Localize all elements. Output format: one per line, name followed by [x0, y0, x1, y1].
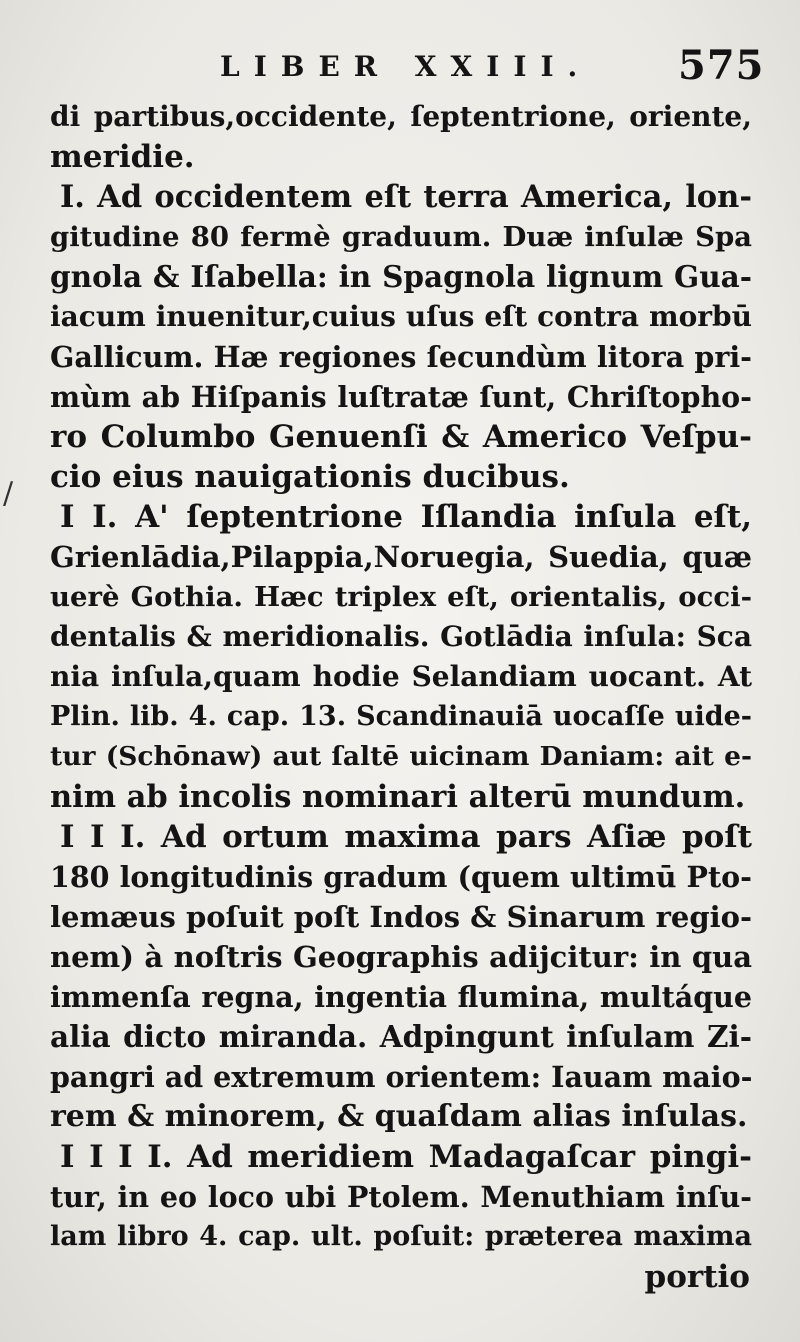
- text-line: rem & minorem, & quaſdam alias inſulas.: [50, 1099, 748, 1134]
- text-line: lam libro 4. cap. ult. poſuit: præterea maxima: [50, 1221, 752, 1252]
- text-line: uerè Gothia. Hæc triplex eſt, orientalis, occi-: [50, 581, 752, 613]
- section-start-line: I I I. Ad ortum maxima pars Aſiæ poſt: [60, 819, 752, 855]
- text-line: 180 longitudinis gradum (quem ultimū Pto-: [50, 860, 752, 894]
- section-start-line: I I I I. Ad meridiem Madagaſcar pingi-: [60, 1139, 752, 1175]
- text-line: dentalis & meridionalis. Gotlādia inſula: Sca: [50, 620, 752, 653]
- text-line: nem) à noſtris Geographis adijcitur: in qua: [50, 940, 752, 974]
- text-line: alia dicto miranda. Adpingunt inſulam Zi-: [50, 1019, 752, 1054]
- text-line: Gallicum. Hæ regiones ſecundùm litora pri-: [50, 340, 752, 374]
- text-line: pangri ad extremum orientem: Iauam maio-: [50, 1060, 753, 1094]
- section-start-line: I. Ad occidentem eſt terra America, lon-: [60, 179, 752, 215]
- text-line: immenſa regna, ingentia flumina, multáque: [50, 980, 752, 1014]
- text-line: Plin. lib. 4. cap. 13. Scandinauiā uocaſſe uide-: [50, 701, 752, 732]
- section-start-line: I I. A' ſeptentrione Iſlandia inſula eſt,: [60, 499, 752, 535]
- text-line: iacum inuenitur,cuius uſus eſt contra morbū: [50, 300, 752, 333]
- running-head: [0, 40, 800, 100]
- text-line: nim ab incolis nominari alterū mundum.: [50, 779, 746, 815]
- text-line: gnola & Iſabella: in Spagnola lignum Gua-: [50, 259, 752, 294]
- text-line: ro Columbo Genuenſi & Americo Veſpu-: [50, 419, 752, 455]
- text-line: meridie.: [50, 139, 195, 175]
- text-line: cio eius nauigationis ducibus.: [50, 459, 570, 495]
- body-text: [50, 97, 752, 1297]
- page-number: 575: [678, 42, 765, 89]
- text-line: di partibus,occidente, ſeptentrione, oriente,: [50, 100, 752, 133]
- text-line: gitudine 80 fermè graduum. Duæ inſulæ Spa: [50, 221, 752, 253]
- text-line: tur (Schōnaw) aut ſaltē uicinam Daniam: ait e-: [50, 741, 752, 772]
- margin-mark: /: [3, 476, 14, 511]
- text-line: nia inſula,quam hodie Selandiam uocant. At: [50, 660, 752, 693]
- catchword: portio: [644, 1259, 750, 1295]
- text-line: mùm ab Hiſpanis luſtratæ ſunt, Chriſtopho-: [50, 380, 752, 414]
- text-line: lemæus poſuit poſt Indos & Sinarum regio-: [50, 900, 752, 934]
- text-line: tur, in eo loco ubi Ptolem. Menuthiam inſu-: [50, 1180, 752, 1214]
- text-line: Grienlādia,Pilappia,Noruegia, Suedia, quæ: [50, 540, 752, 574]
- running-title: LIBER XXIII.: [220, 50, 592, 83]
